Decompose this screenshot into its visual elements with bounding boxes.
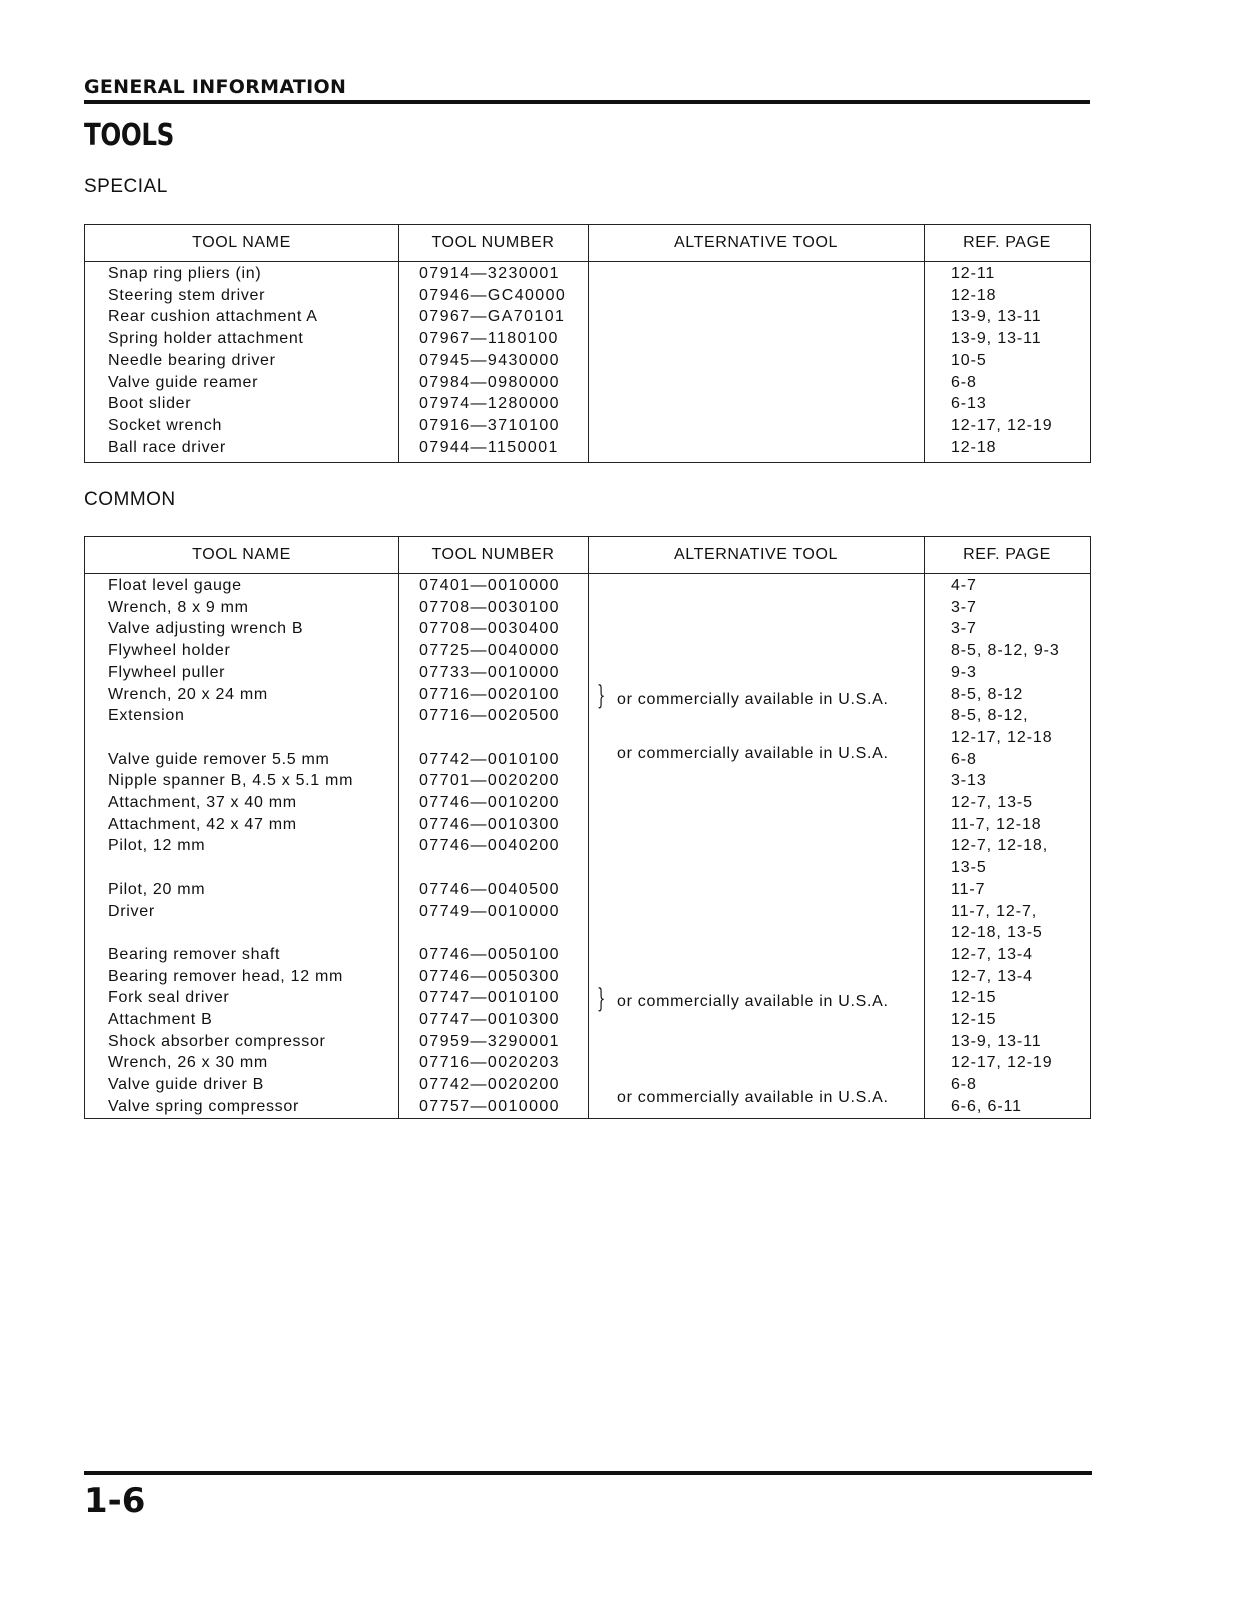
column-header-tool-number: TOOL NUMBER: [431, 234, 555, 251]
tool-number-cell: 07746—0050300: [419, 967, 560, 985]
table-row: [85, 306, 1090, 328]
table-row: [85, 640, 1090, 662]
tool-name-cell: Wrench, 26 x 30 mm: [108, 1054, 268, 1072]
ref-page-cell: 11-7, 12-18: [951, 815, 1042, 833]
tool-number-cell: 07716—0020500: [419, 707, 560, 725]
ref-page-cell: 9-3: [951, 663, 977, 681]
tool-number-cell: 07746—0010200: [419, 794, 560, 811]
table-row: [85, 857, 1090, 879]
brace-icon: }: [597, 984, 606, 1014]
tool-number-cell: 07914—3230001: [419, 265, 560, 282]
table-row: [85, 437, 1090, 459]
column-header-tool-name: TOOL NAME: [192, 546, 291, 563]
table-row: [85, 285, 1090, 307]
table-row: [85, 684, 1090, 706]
ref-page-cell: 8-5, 8-12,: [951, 707, 1029, 725]
ref-page-cell: 13-9, 13-11: [951, 1032, 1042, 1050]
ref-page-cell: 11-7: [951, 880, 986, 898]
tool-number-cell: 07974—1280000: [419, 395, 560, 413]
common-tools-table: [84, 536, 1091, 1119]
tool-name-cell: Fork seal driver: [108, 989, 230, 1007]
tool-number-cell: 07746—0010300: [419, 815, 560, 833]
ref-page-cell: 12-18: [951, 286, 997, 304]
ref-page-cell: 6-8: [951, 373, 977, 391]
tool-name-cell: Rear cushion attachment A: [108, 308, 318, 326]
tool-name-cell: Boot slider: [108, 395, 192, 413]
table-row: [85, 835, 1090, 857]
page-title: TOOLS: [84, 118, 174, 153]
ref-page-cell: 12-17, 12-18: [951, 728, 1053, 746]
table-row: [85, 393, 1090, 415]
ref-page-cell: 6-8: [951, 1076, 977, 1094]
table-row: [85, 705, 1090, 727]
tool-number-cell: 07967—1180100: [419, 330, 559, 348]
header-rule: [84, 100, 1090, 104]
ref-page-cell: 11-7, 12-7,: [951, 902, 1038, 920]
tool-number-cell: 07916—3710100: [419, 416, 560, 434]
table-row: [85, 966, 1090, 988]
tool-name-cell: Valve adjusting wrench B: [108, 620, 304, 638]
tool-number-cell: 07946—GC40000: [419, 286, 567, 304]
alternative-tool-note: or commercially available in U.S.A.: [617, 993, 889, 1010]
tool-name-cell: Valve spring compressor: [108, 1097, 299, 1115]
tool-number-cell: 07716—0020100: [419, 685, 560, 703]
column-header-alternative-tool: ALTERNATIVE TOOL: [673, 234, 838, 251]
common-label: COMMON: [84, 489, 176, 510]
tool-name-cell: Socket wrench: [108, 416, 223, 434]
tool-number-cell: 07716—0020203: [419, 1054, 560, 1072]
tool-number-cell: 07747—0010100: [419, 989, 560, 1007]
table-row: [85, 792, 1090, 814]
ref-page-cell: 12-7, 13-5: [951, 794, 1033, 811]
ref-page-cell: 12-7, 12-18,: [951, 837, 1049, 855]
tool-name-cell: Valve guide remover 5.5 mm: [108, 750, 330, 768]
ref-page-cell: 3-7: [951, 598, 977, 616]
tool-number-cell: 07747—0010300: [419, 1011, 560, 1028]
alternative-tool-note: or commercially available in U.S.A.: [617, 1089, 889, 1106]
ref-page-cell: 3-13: [951, 772, 987, 790]
table-row: [85, 901, 1090, 923]
table-row: [85, 263, 1090, 285]
ref-page-cell: 12-11: [951, 265, 996, 282]
tool-name-cell: Extension: [108, 707, 185, 725]
tool-name-cell: Spring holder attachment: [108, 330, 304, 348]
ref-page-cell: 12-15: [951, 989, 997, 1007]
tool-number-cell: 07757—0010000: [419, 1097, 560, 1115]
ref-page-cell: 12-7, 13-4: [951, 945, 1033, 963]
tool-number-cell: 07401—0010000: [419, 577, 560, 594]
table-row: [85, 1052, 1090, 1074]
table-row: [85, 328, 1090, 350]
tool-number-cell: 07725—0040000: [419, 642, 560, 660]
section-header: GENERAL INFORMATION: [84, 76, 347, 98]
ref-page-cell: 8-5, 8-12: [951, 685, 1024, 703]
tool-number-cell: 07944—1150001: [419, 438, 559, 456]
table-row: [85, 350, 1090, 372]
tool-name-cell: Valve guide driver B: [108, 1076, 264, 1094]
tool-name-cell: Flywheel puller: [108, 663, 226, 681]
column-header-tool-name: TOOL NAME: [192, 234, 291, 251]
table-row: [85, 727, 1090, 749]
tool-name-cell: Valve guide reamer: [108, 373, 259, 391]
tool-number-cell: 07746—0050100: [419, 945, 560, 963]
alternative-tool-note: or commercially available in U.S.A.: [617, 691, 889, 708]
tool-name-cell: Needle bearing driver: [108, 351, 276, 369]
tool-number-cell: 07708—0030100: [419, 598, 560, 616]
tool-name-cell: Shock absorber compressor: [108, 1032, 326, 1050]
tool-number-cell: 07742—0010100: [419, 750, 560, 768]
table-row: [85, 944, 1090, 966]
ref-page-cell: 10-5: [951, 351, 987, 369]
tool-number-cell: 07708—0030400: [419, 620, 560, 638]
table-row: [85, 1031, 1090, 1053]
column-header-tool-number: TOOL NUMBER: [431, 546, 555, 563]
table-row: [85, 1074, 1090, 1096]
table-row: [85, 618, 1090, 640]
table-row: [85, 372, 1090, 394]
tool-number-cell: 07746—0040500: [419, 880, 560, 898]
tool-name-cell: Pilot, 12 mm: [108, 837, 206, 855]
tool-name-cell: Attachment, 42 x 47 mm: [108, 815, 297, 833]
table-row: [85, 1009, 1090, 1031]
ref-page-cell: 12-18, 13-5: [951, 924, 1043, 942]
ref-page-cell: 13-5: [951, 859, 987, 877]
ref-page-cell: 4-7: [951, 577, 977, 594]
ref-page-cell: 6-13: [951, 395, 987, 413]
tool-name-cell: Attachment, 37 x 40 mm: [108, 794, 297, 811]
column-header-ref-page: REF. PAGE: [963, 234, 1051, 251]
tool-name-cell: Snap ring pliers (in): [108, 265, 262, 282]
ref-page-cell: 12-7, 13-4: [951, 967, 1033, 985]
tool-number-cell: 07701—0020200: [419, 772, 560, 790]
tool-name-cell: Flywheel holder: [108, 642, 231, 660]
table-row: [85, 749, 1090, 771]
ref-page-cell: 12-15: [951, 1011, 997, 1028]
ref-page-cell: 6-6, 6-11: [951, 1097, 1022, 1115]
footer-rule: [84, 1471, 1092, 1475]
ref-page-cell: 12-18: [951, 438, 997, 456]
page-number: 1-6: [84, 1481, 146, 1521]
table-row: [85, 662, 1090, 684]
tool-name-cell: Pilot, 20 mm: [108, 880, 206, 898]
tool-number-cell: 07959—3290001: [419, 1032, 560, 1050]
column-header-ref-page: REF. PAGE: [963, 546, 1051, 563]
tool-name-cell: Bearing remover shaft: [108, 945, 281, 963]
tool-name-cell: Steering stem driver: [108, 286, 266, 304]
column-header-alternative-tool: ALTERNATIVE TOOL: [673, 546, 838, 563]
table-row: [85, 770, 1090, 792]
table-row: [85, 987, 1090, 1009]
ref-page-cell: 12-17, 12-19: [951, 1054, 1053, 1072]
table-row: [85, 575, 1090, 597]
table-row: [85, 879, 1090, 901]
tool-number-cell: 07742—0020200: [419, 1076, 560, 1094]
tool-name-cell: Nipple spanner B, 4.5 x 5.1 mm: [108, 772, 354, 790]
table-row: [85, 922, 1090, 944]
alternative-tool-note: or commercially available in U.S.A.: [617, 745, 889, 762]
tool-number-cell: 07945—9430000: [419, 351, 560, 369]
tool-name-cell: Bearing remover head, 12 mm: [108, 967, 344, 985]
ref-page-cell: 6-8: [951, 750, 977, 768]
table-row: [85, 814, 1090, 836]
tool-number-cell: 07746—0040200: [419, 837, 560, 855]
ref-page-cell: 12-17, 12-19: [951, 416, 1053, 434]
special-label: SPECIAL: [84, 176, 168, 197]
tool-name-cell: Float level gauge: [108, 577, 242, 594]
tool-name-cell: Driver: [108, 902, 155, 920]
table-row: [85, 415, 1090, 437]
ref-page-cell: 13-9, 13-11: [951, 308, 1042, 326]
table-row: [85, 597, 1090, 619]
table-row: [85, 1096, 1090, 1118]
tool-name-cell: Ball race driver: [108, 438, 226, 456]
tool-name-cell: Attachment B: [108, 1011, 213, 1028]
brace-icon: }: [597, 681, 606, 711]
tool-number-cell: 07749—0010000: [419, 902, 560, 920]
ref-page-cell: 3-7: [951, 620, 977, 638]
tool-name-cell: Wrench, 8 x 9 mm: [108, 598, 249, 616]
special-tools-table: [84, 224, 1091, 463]
tool-number-cell: 07733—0010000: [419, 663, 560, 681]
tool-number-cell: 07967—GA70101: [419, 308, 566, 326]
ref-page-cell: 8-5, 8-12, 9-3: [951, 642, 1060, 660]
tool-name-cell: Wrench, 20 x 24 mm: [108, 685, 268, 703]
ref-page-cell: 13-9, 13-11: [951, 330, 1042, 348]
tool-number-cell: 07984—0980000: [419, 373, 560, 391]
